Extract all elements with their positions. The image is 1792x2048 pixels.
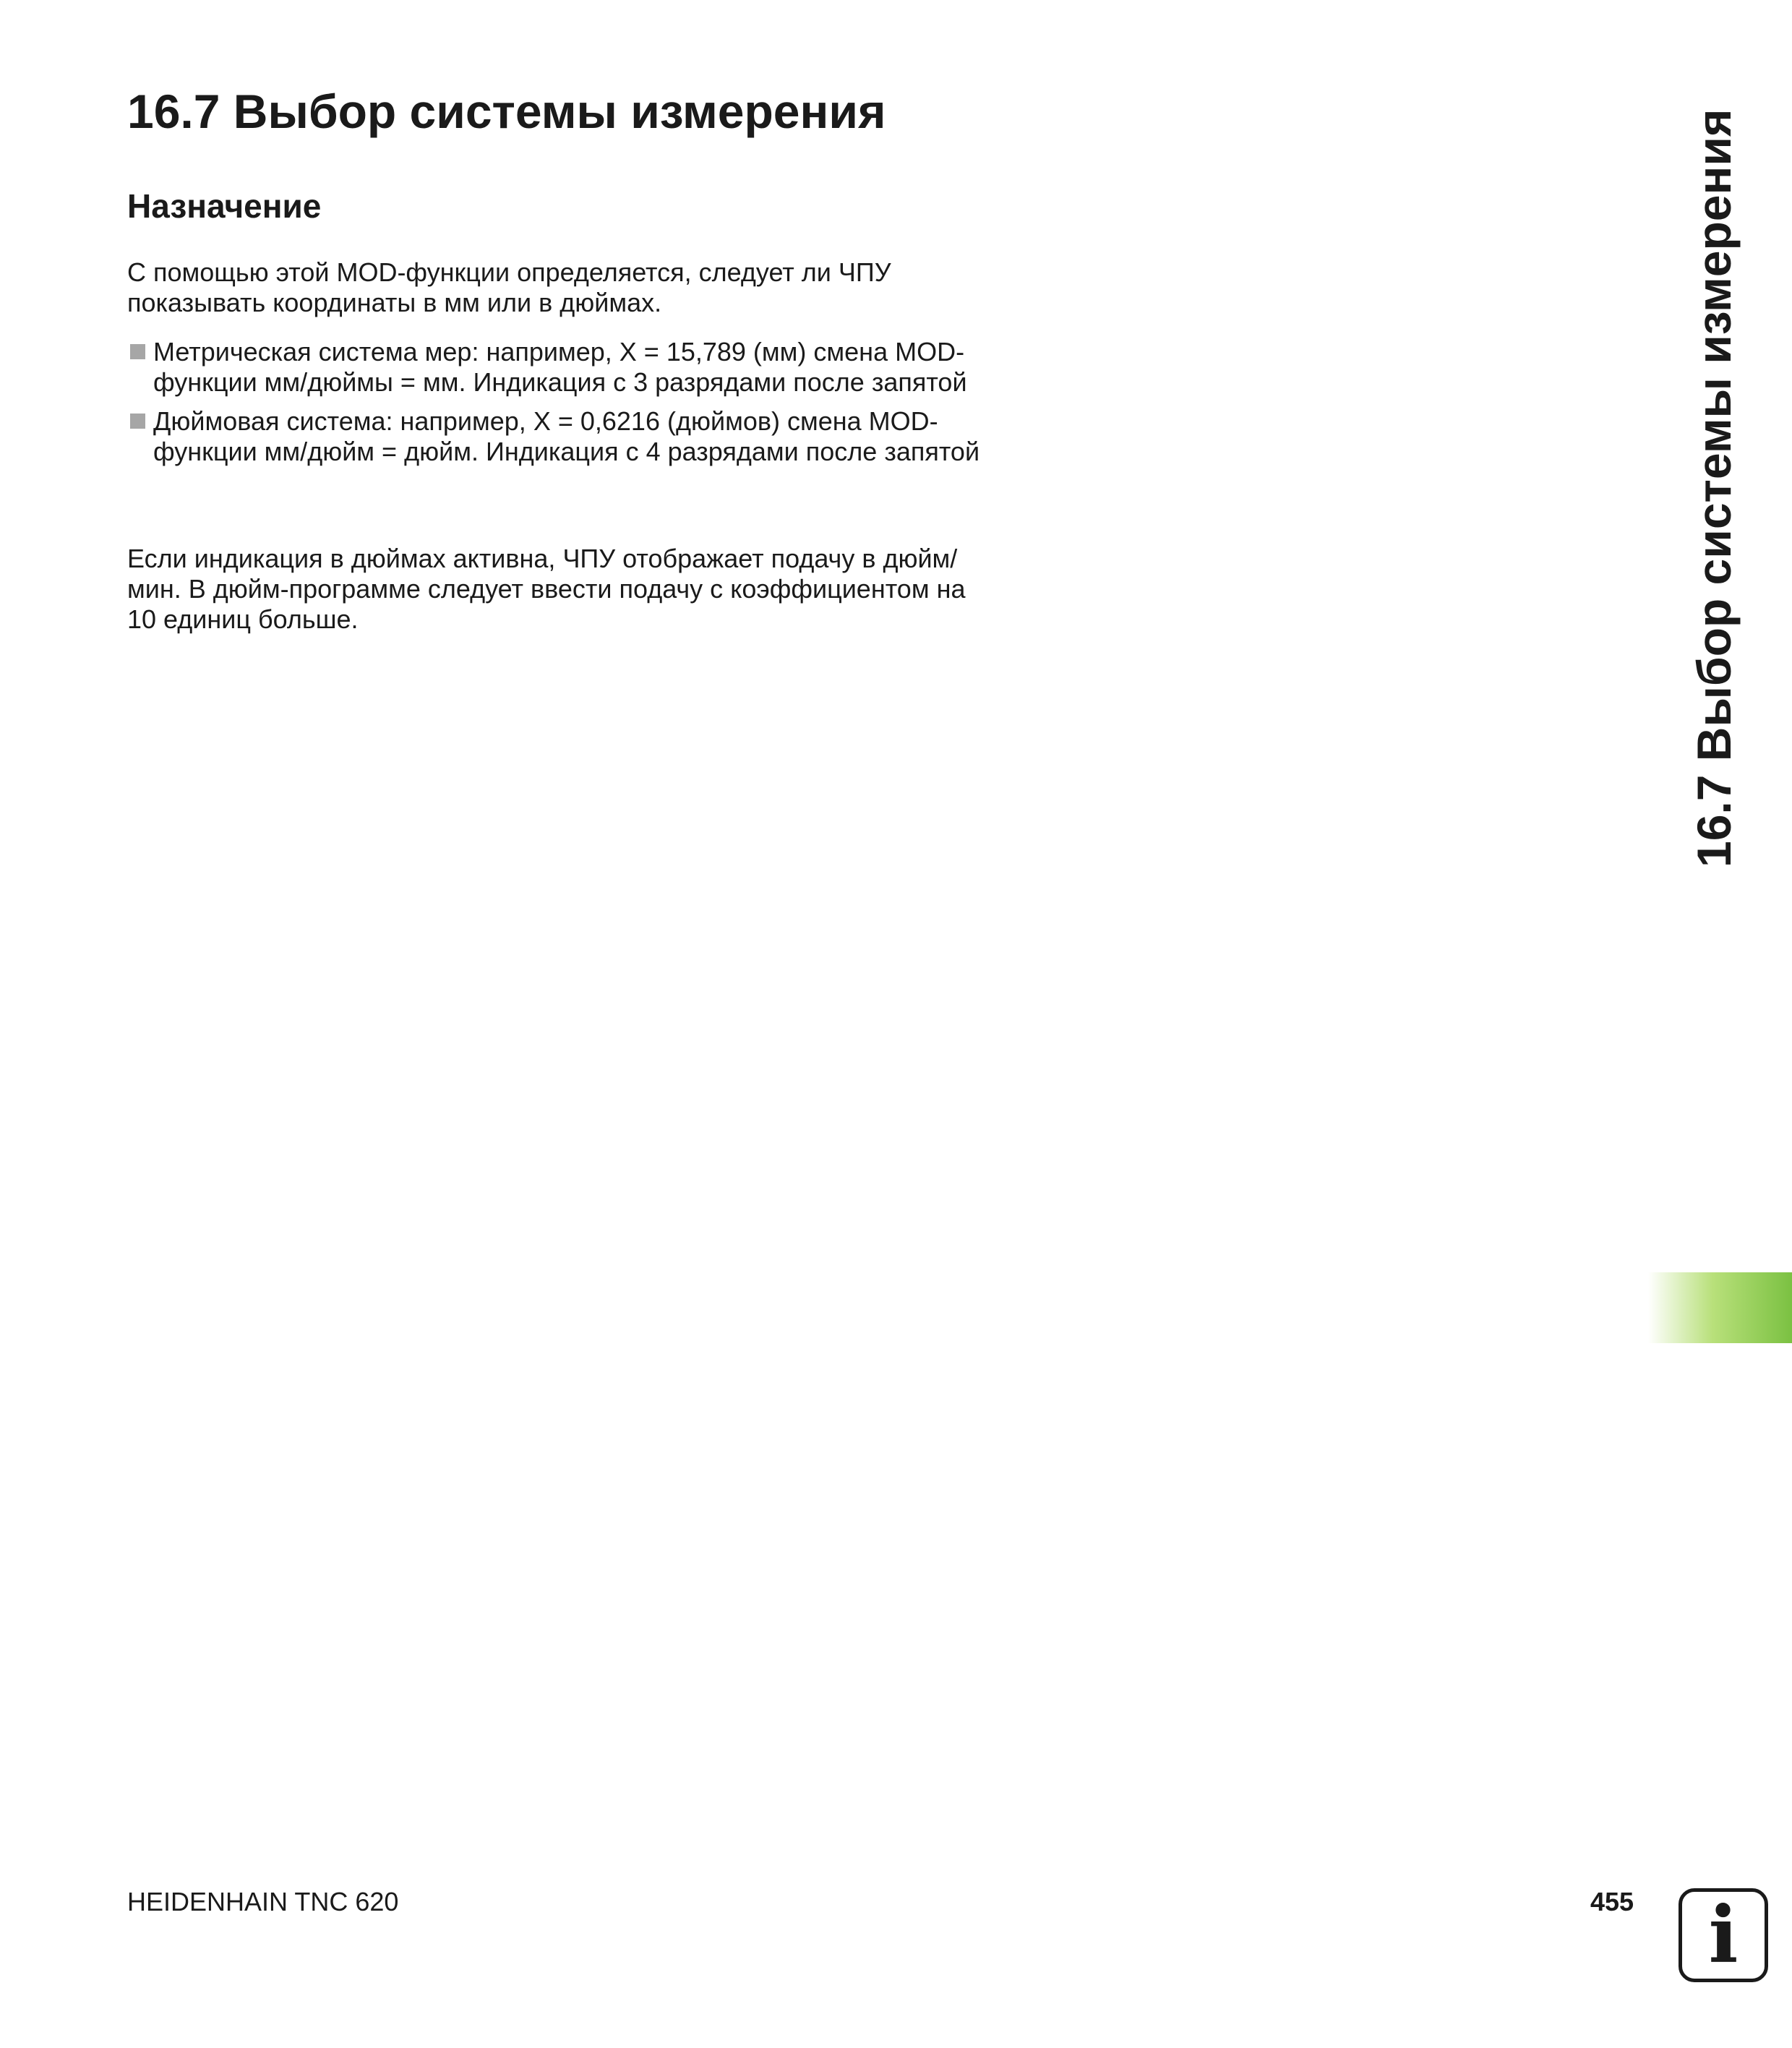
bullet-list: [127, 337, 980, 476]
page-title: 16.7 Выбор системы измерения: [127, 85, 886, 138]
chapter-marker-bar: [1648, 1272, 1792, 1343]
square-bullet-icon: [130, 344, 145, 359]
list-item: [127, 406, 980, 467]
page-number: 455: [1590, 1887, 1634, 1916]
side-tab-title: 16.7 Выбор системы измерения: [1687, 108, 1741, 867]
footer-brand: HEIDENHAIN TNC 620: [127, 1887, 399, 1916]
section-heading: Назначение: [127, 187, 322, 225]
list-item: [127, 337, 980, 398]
info-icon: [1679, 1888, 1768, 1982]
square-bullet-icon: [130, 414, 145, 429]
info-icon-glyph: i: [1708, 1890, 1739, 1981]
bullet-text: Дюймовая система: например, X = 0,6216 (дюймов) смена MOD-функции мм/дюйм = дюйм. Индикация с 4 разрядами после запятой: [153, 406, 980, 466]
intro-paragraph: С помощью этой MOD-функции определяется, следует ли ЧПУ показывать координаты в мм или в дюймах.: [127, 257, 891, 317]
closing-paragraph: Если индикация в дюймах активна, ЧПУ отображает подачу в дюйм/мин. В дюйм-программе следует ввести подачу с коэффициентом на 10 единиц больше.: [127, 544, 966, 634]
bullet-text: Метрическая система мер: например, X = 15,789 (мм) смена MOD-функции мм/дюймы = мм. Индикация с 3 разрядами после запятой: [153, 337, 967, 397]
